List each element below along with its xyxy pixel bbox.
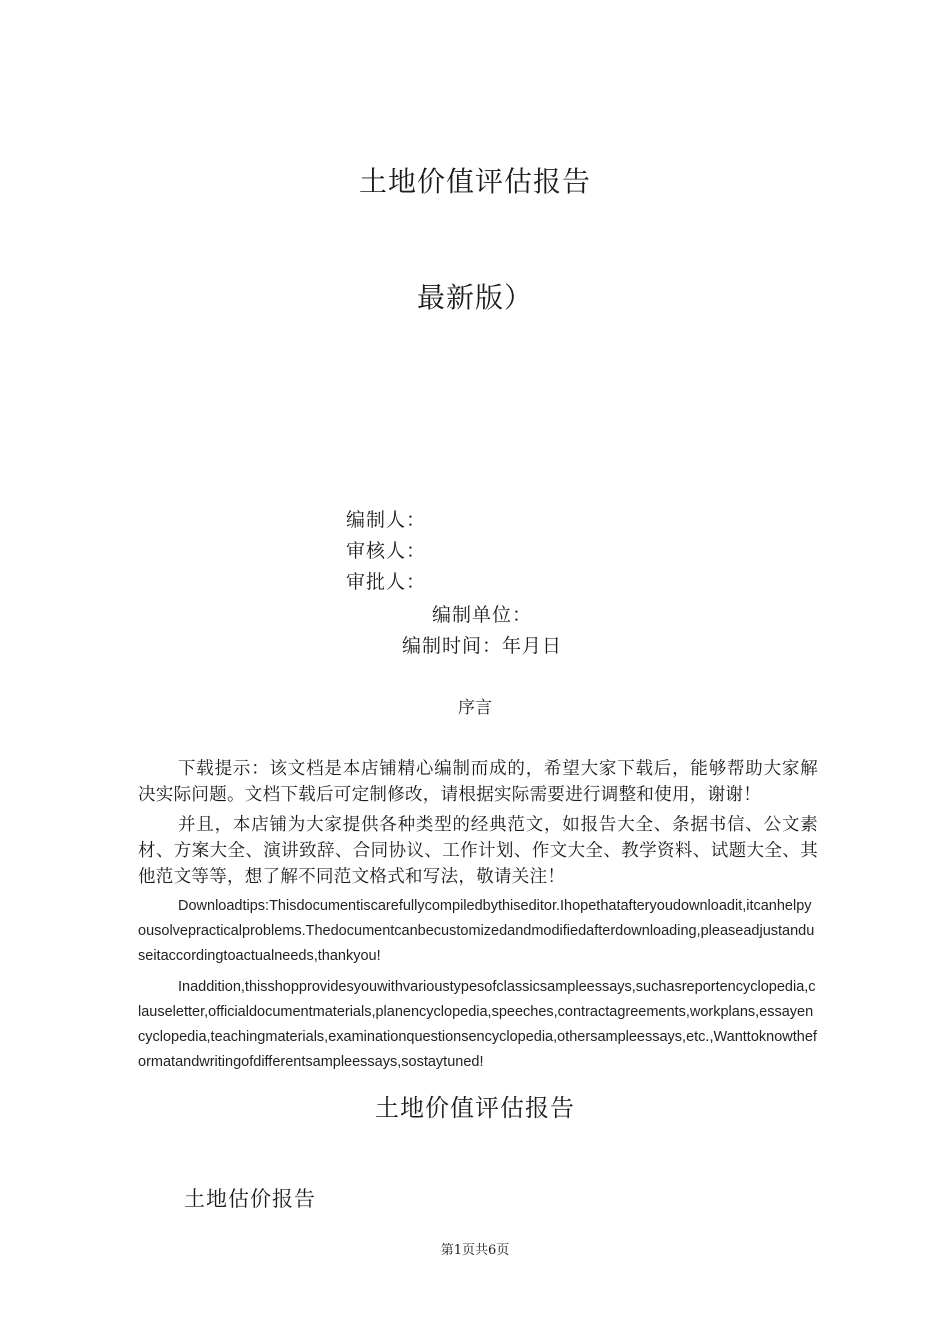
reviewer-label: 审核人： — [346, 540, 427, 562]
preface-paragraph-download-tip: 下载提示：该文档是本店铺精心编制而成的，希望大家下载后，能够帮助大家解决实际问题。文档下载后可定制修改，请根据实际需要进行调整和使用，谢谢！ — [138, 758, 818, 804]
compiling-unit-label: 编制单位： — [432, 604, 533, 626]
body-title: 土地价值评估报告 — [375, 1094, 575, 1122]
page-indicator: 第1页共6页 — [440, 1243, 510, 1258]
cover-subtitle: 最新版） — [416, 281, 533, 314]
approver-label: 审批人： — [346, 571, 427, 593]
section-heading: 土地估价报告 — [184, 1187, 316, 1211]
compiler-label: 编制人： — [346, 509, 427, 531]
preface-heading: 序言 — [458, 698, 492, 717]
cover-title: 土地价值评估报告 — [358, 165, 591, 198]
preface-paragraph-shop-intro-en: Inaddition,thisshopprovidesyouwithvarioustypesofclassicsampleessays,suchasreportencyclopedia,clauseletter,officialdocumentmaterials,planencyclopedia,speeches,contractagreements,workplans,essayencyclopedia,teachingmaterials,examinationquestionsencyclopedia,othersampleessays,etc.,Wanttoknowtheformatandwritingofdifferentsampleessays,sostaytuned! — [138, 979, 817, 1070]
preface-paragraph-shop-intro: 并且，本店铺为大家提供各种类型的经典范文，如报告大全、条据书信、公文素材、方案大全、演讲致辞、合同协议、工作计划、作文大全、教学资料、试题大全、其他范文等等，想了解不同范文格式和写法，敬请关注！ — [138, 814, 818, 886]
compiling-time-label: 编制时间：年月日 — [402, 635, 563, 657]
preface-paragraph-download-tip-en: Downloadtips:Thisdocumentiscarefullycompiledbythiseditor.Ihopethatafteryoudownloadit,itcanhelpyousolvepracticalproblems.Thedocumentcanbecustomizedandmodifiedafterdownloading,pleaseadjustanduseitaccordingtoactualneeds,thankyou! — [138, 898, 815, 964]
